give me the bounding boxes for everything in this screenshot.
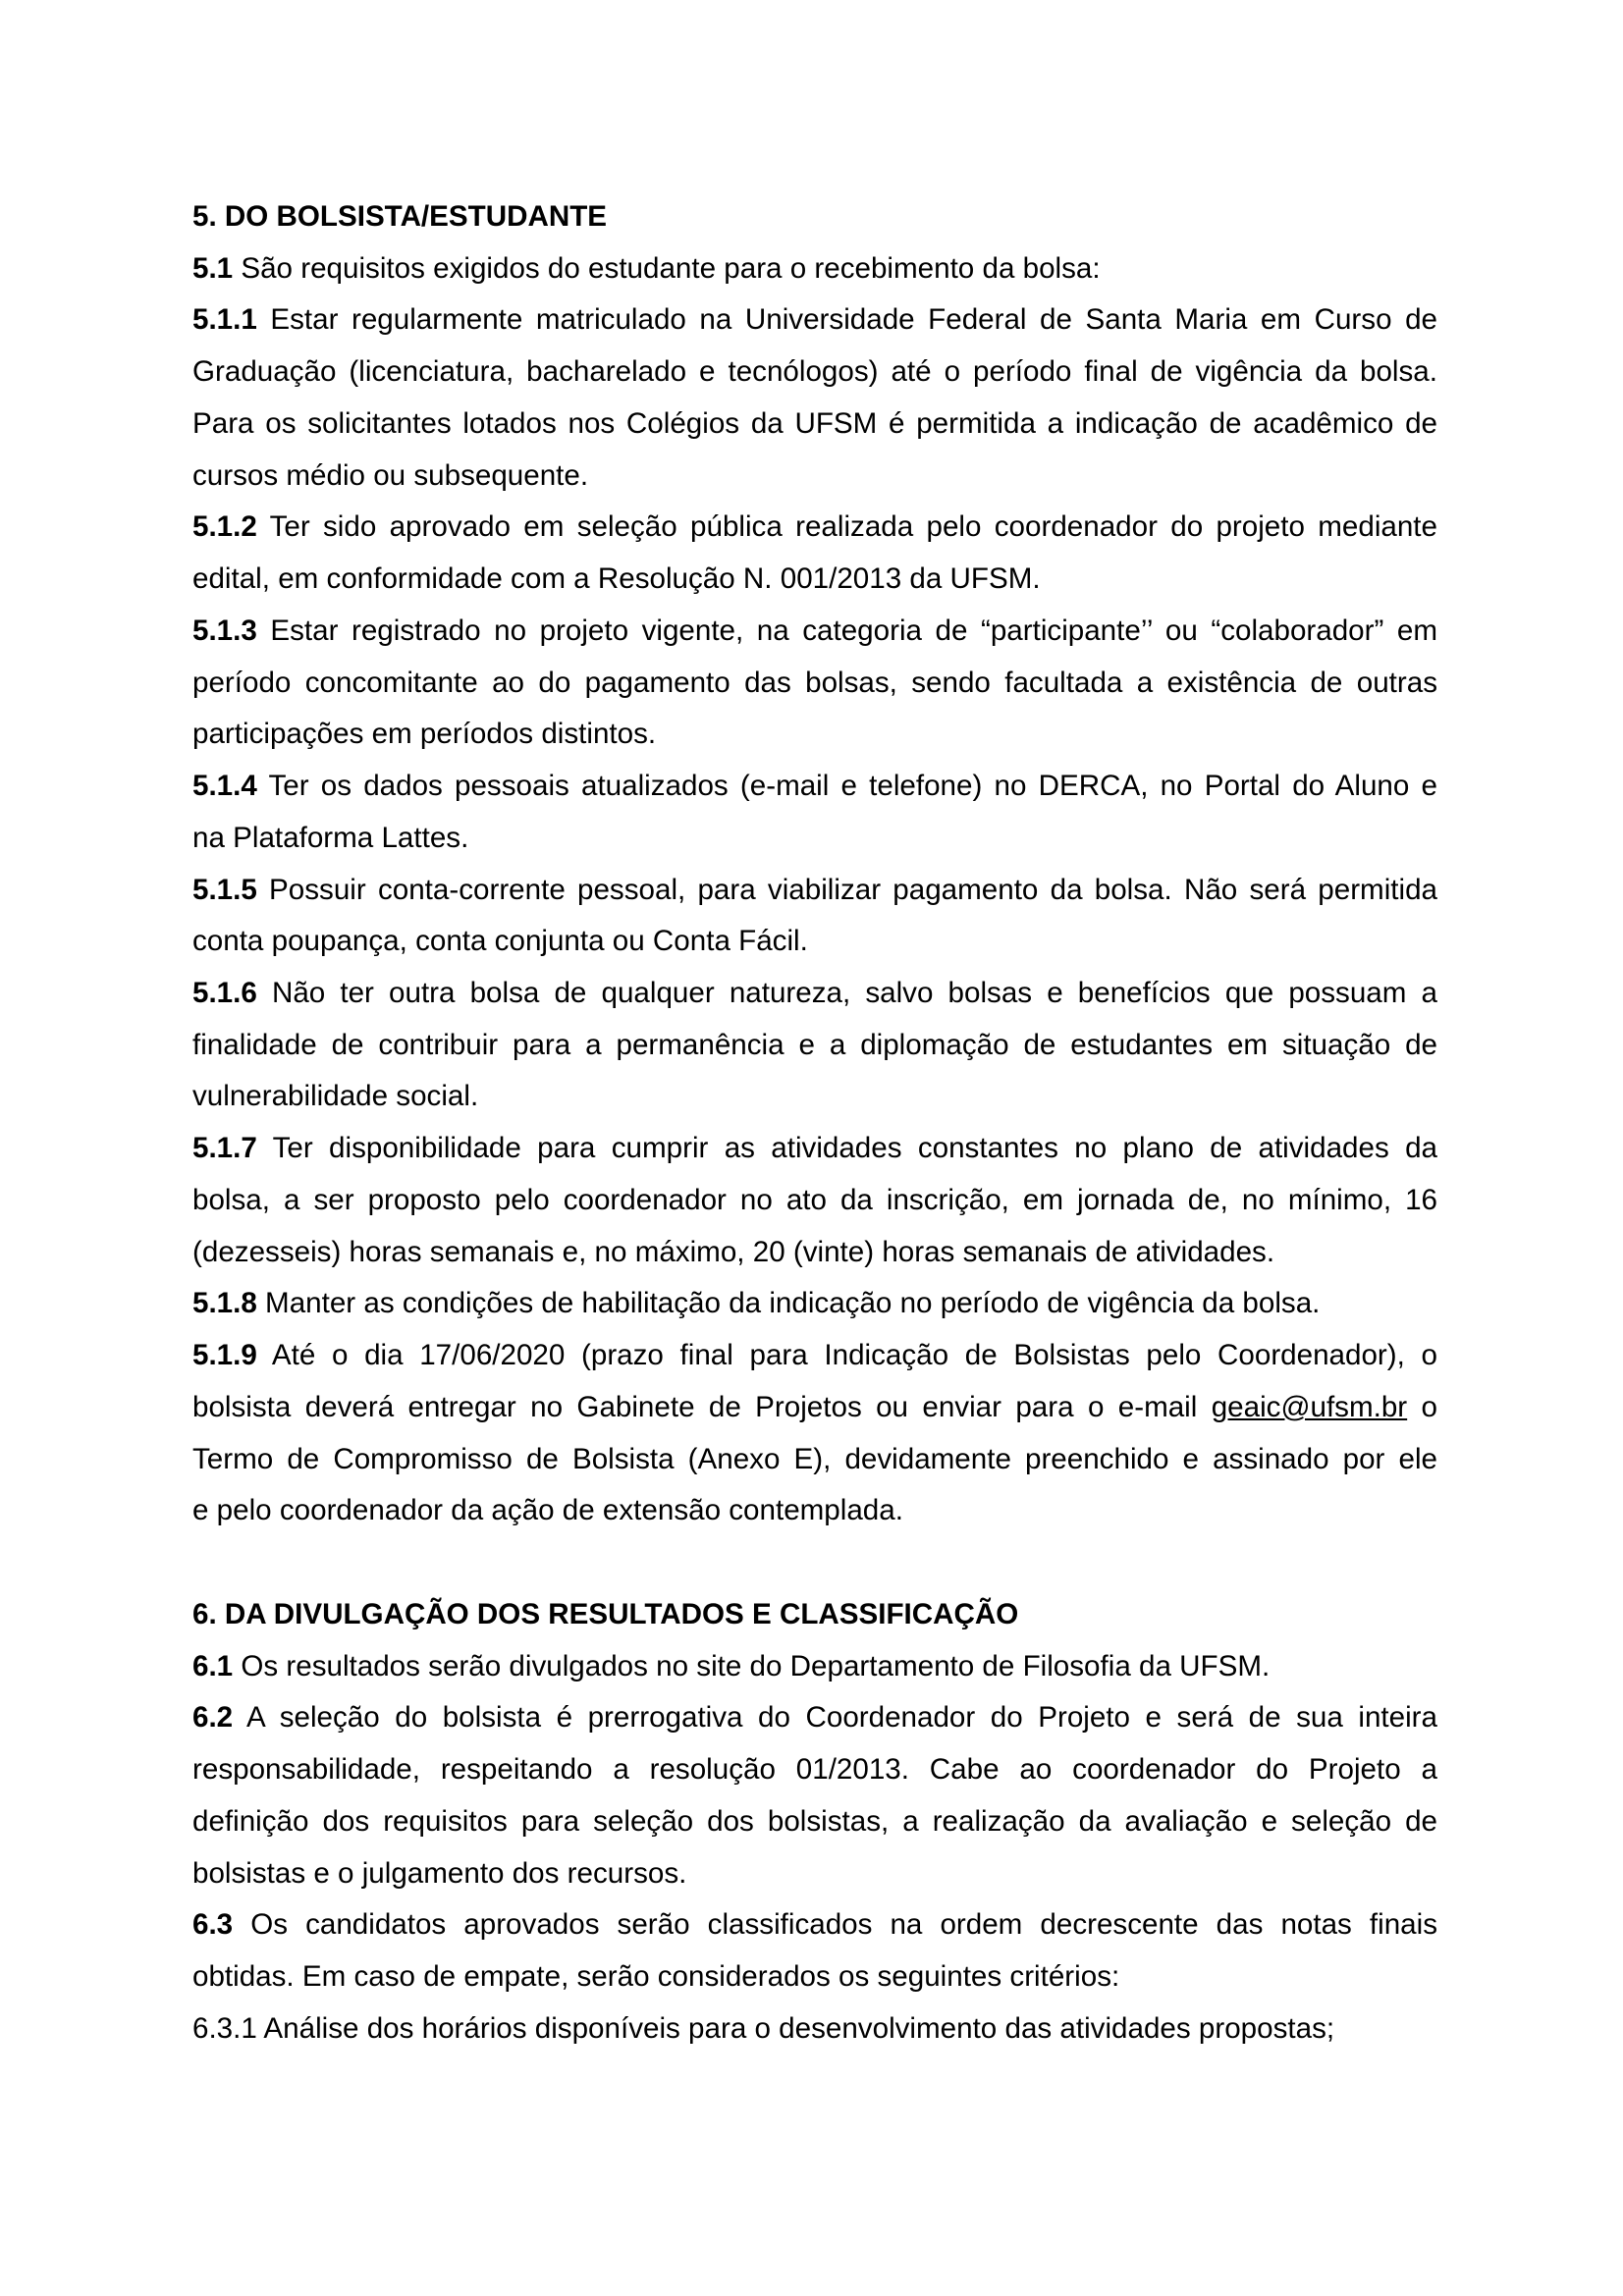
clause-number: 6.3 bbox=[192, 1908, 234, 1942]
line-text: Os resultados serão divulgados no site do Departamento de Filosofia da UFSM. bbox=[233, 1649, 1271, 1682]
paragraph-line bbox=[192, 761, 1437, 813]
paragraph-line: bolsa, a ser proposto pelo coordenador no ato da inscrição, em jornada de, no mínimo, 16 bbox=[192, 1183, 1437, 1216]
paragraph-line: vulnerabilidade social. bbox=[192, 1080, 479, 1113]
line-text: São requisitos exigidos do estudante para o recebimento da bolsa: bbox=[233, 251, 1101, 285]
paragraph-line bbox=[192, 294, 1437, 347]
clause-number: 5.1.4 bbox=[192, 770, 257, 803]
clause-number: 5.1.1 bbox=[192, 303, 257, 337]
line-text: Manter as condições de habilitação da indicação no período de vigência da bolsa. bbox=[256, 1287, 1321, 1320]
paragraph-line bbox=[192, 502, 1437, 554]
paragraph-line: na Plataforma Lattes. bbox=[192, 821, 469, 854]
paragraph-line: participações em períodos distintos. bbox=[192, 718, 657, 751]
clause-number: 5.1.7 bbox=[192, 1132, 257, 1165]
paragraph-line: conta poupança, conta conjunta ou Conta Fácil. bbox=[192, 925, 808, 958]
clause-number: 5.1.2 bbox=[192, 510, 257, 544]
clause-number: 5.1.5 bbox=[192, 873, 257, 906]
paragraph-line: edital, em conformidade com a Resolução N. 001/2013 da UFSM. bbox=[192, 562, 1041, 596]
paragraph-line: responsabilidade, respeitando a resolução 01/2013. Cabe ao coordenador do Projeto a bbox=[192, 1753, 1437, 1787]
paragraph-line bbox=[192, 968, 1437, 1020]
paragraph-line bbox=[192, 1123, 1437, 1175]
clause-number: 5.1.6 bbox=[192, 977, 257, 1010]
paragraph-line: finalidade de contribuir para a permanência e a diplomação de estudantes em situação de bbox=[192, 1028, 1437, 1061]
line-text: Ter sido aprovado em seleção pública realizada pelo coordenador do projeto mediante bbox=[256, 510, 1437, 544]
paragraph-line bbox=[192, 1382, 1437, 1434]
paragraph-line: bolsistas e o julgamento dos recursos. bbox=[192, 1856, 687, 1890]
paragraph-line bbox=[192, 865, 1437, 917]
clause-number: 6.1 bbox=[192, 1649, 234, 1682]
section-heading-6: 6. DA DIVULGAÇÃO DOS RESULTADOS E CLASSIFICAÇÃO bbox=[192, 1597, 1019, 1630]
document-body bbox=[192, 191, 1437, 2055]
paragraph-line: 6.3.1 Análise dos horários disponíveis para o desenvolvimento das atividades propostas; bbox=[192, 2011, 1335, 2045]
line-text: Estar regularmente matriculado na Universidade Federal de Santa Maria em Curso de bbox=[256, 303, 1437, 337]
paragraph-line: período concomitante ao do pagamento das bolsas, sendo facultada a existência de outras bbox=[192, 666, 1437, 699]
line-text: A seleção do bolsista é prerrogativa do Coordenador do Projeto e será de sua inteira bbox=[233, 1701, 1437, 1735]
clause-number: 5.1.9 bbox=[192, 1339, 257, 1372]
email-link[interactable]: geaic@ufsm.br bbox=[1211, 1390, 1408, 1423]
paragraph-line bbox=[192, 243, 1437, 295]
paragraph-line: e pelo coordenador da ação de extensão contemplada. bbox=[192, 1494, 903, 1527]
paragraph-line bbox=[192, 1899, 1437, 1951]
blank-line bbox=[192, 1537, 1437, 1589]
paragraph-line: definição dos requisitos para seleção dos bolsistas, a realização da avaliação e seleção de bbox=[192, 1804, 1437, 1838]
line-text: Os candidatos aprovados serão classificados na ordem decrescente das notas finais bbox=[233, 1908, 1437, 1942]
line-text: Possuir conta-corrente pessoal, para viabilizar pagamento da bolsa. Não será permitida bbox=[256, 873, 1437, 906]
paragraph-line: (dezesseis) horas semanais e, no máximo, 20 (vinte) horas semanais de atividades. bbox=[192, 1235, 1275, 1268]
section-heading-5: 5. DO BOLSISTA/ESTUDANTE bbox=[192, 200, 608, 233]
line-text: Não ter outra bolsa de qualquer natureza, salvo bolsas e benefícios que possuam a bbox=[256, 977, 1437, 1010]
paragraph-line bbox=[192, 1641, 1437, 1693]
line-text: bolsista deverá entregar no Gabinete de Projetos ou enviar para o e-mail bbox=[192, 1390, 1212, 1423]
clause-number: 6.2 bbox=[192, 1701, 234, 1735]
paragraph-line bbox=[192, 1692, 1437, 1744]
paragraph-line: Termo de Compromisso de Bolsista (Anexo E), devidamente preenchido e assinado por ele bbox=[192, 1442, 1437, 1475]
clause-number: 5.1.8 bbox=[192, 1287, 257, 1320]
line-text: Ter os dados pessoais atualizados (e-mail e telefone) no DERCA, no Portal do Aluno e bbox=[256, 770, 1437, 803]
line-text: Ter disponibilidade para cumprir as atividades constantes no plano de atividades da bbox=[256, 1132, 1437, 1165]
clause-number: 5.1 bbox=[192, 251, 234, 285]
paragraph-line: obtidas. Em caso de empate, serão considerados os seguintes critérios: bbox=[192, 1959, 1120, 1993]
paragraph-line bbox=[192, 1278, 1437, 1330]
paragraph-line: Para os solicitantes lotados nos Colégios da UFSM é permitida a indicação de acadêmico de bbox=[192, 406, 1437, 440]
clause-number: 5.1.3 bbox=[192, 614, 257, 647]
line-text: Até o dia 17/06/2020 (prazo final para Indicação de Bolsistas pelo Coordenador), o bbox=[256, 1339, 1437, 1372]
paragraph-line: cursos médio ou subsequente. bbox=[192, 458, 589, 492]
line-text: Estar registrado no projeto vigente, na categoria de “participante’’ ou “colaborador” em bbox=[256, 614, 1437, 647]
paragraph-line: Graduação (licenciatura, bacharelado e tecnólogos) até o período final de vigência da bolsa. bbox=[192, 355, 1437, 389]
paragraph-line bbox=[192, 606, 1437, 658]
line-text: o bbox=[1407, 1390, 1437, 1423]
paragraph-line bbox=[192, 1330, 1437, 1382]
